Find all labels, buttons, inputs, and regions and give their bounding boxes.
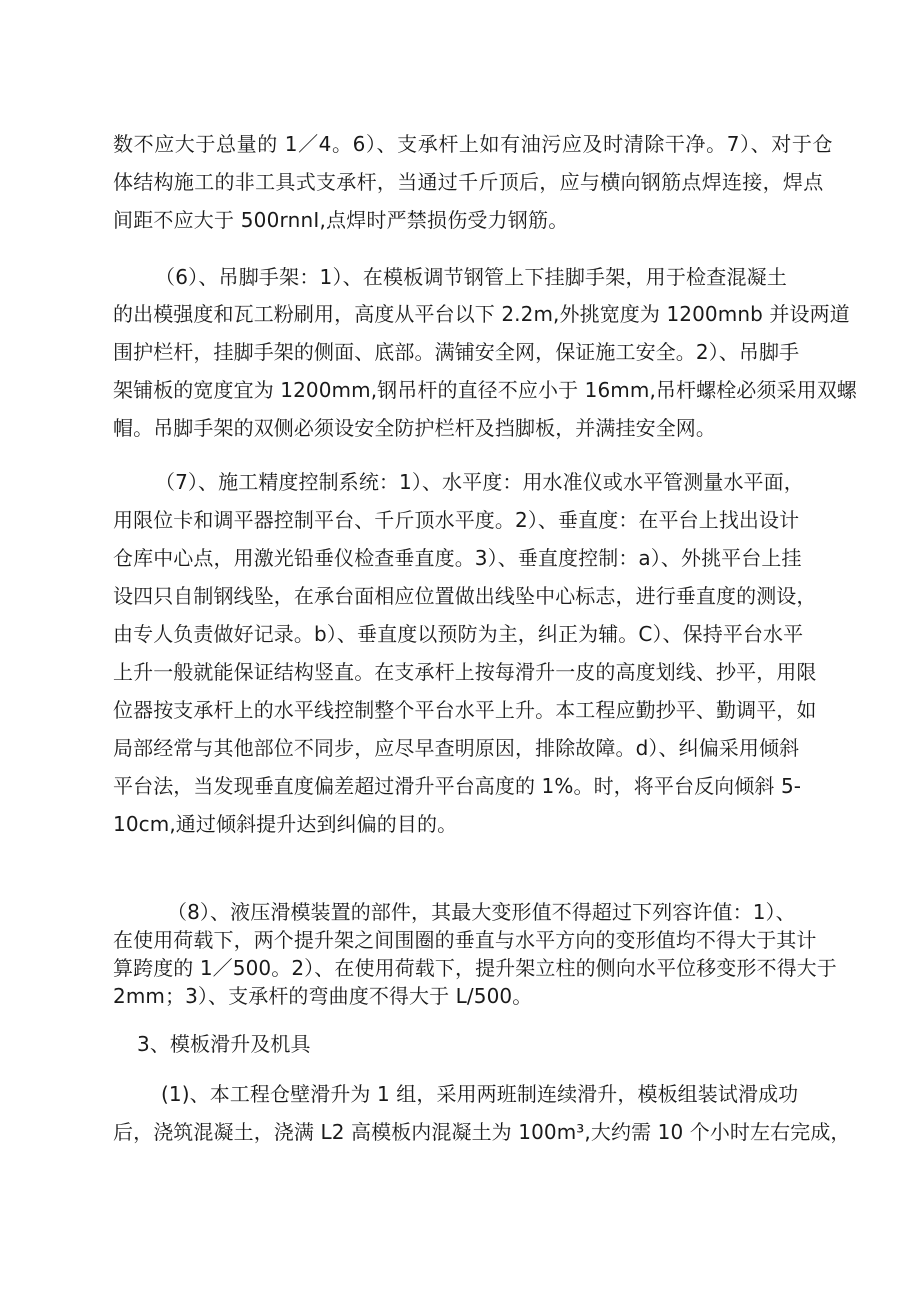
- paragraph-line: 帽。吊脚手架的双侧必须设安全防护栏杆及挡脚板，并满挂安全网。: [113, 416, 716, 440]
- paragraph-line: 的出模强度和瓦工粉刷用，高度从平台以下 2.2m,外挑宽度为 1200mnb 并设两道: [113, 302, 850, 326]
- paragraph-line: 2mm；3）、支承杆的弯曲度不得大于 L/500。: [113, 984, 533, 1008]
- paragraph-line: 位器按支承杆上的水平线控制整个平台水平上升。本工程应勤抄平、勤调平，如: [113, 698, 817, 722]
- paragraph-line: （8）、液压滑模装置的部件，其最大变形值不得超过下列容许值：1）、: [167, 900, 796, 924]
- paragraph-line: 由专人负责做好记录。b）、垂直度以预防为主，纠正为辅。C）、保持平台水平: [113, 622, 804, 646]
- paragraph-line: 数不应大于总量的 1／4。6）、支承杆上如有油污应及时清除干净。7）、对于仓: [113, 132, 834, 156]
- paragraph-line: 仓库中心点，用激光铅垂仪检查垂直度。3）、垂直度控制：a）、外挑平台上挂: [113, 546, 802, 570]
- paragraph-line: 10cm,通过倾斜提升达到纠偏的目的。: [113, 812, 458, 836]
- paragraph-line: 后，浇筑混凝土，浇满 L2 高模板内混凝土为 100m³,大约需 10 个小时左右完成，: [113, 1120, 851, 1144]
- paragraph-line: (1)、本工程仓壁滑升为 1 组，采用两班制连续滑升，模板组装试滑成功: [161, 1082, 799, 1106]
- paragraph-line: 局部经常与其他部位不同步，应尽早查明原因，排除故障。d）、纠偏采用倾斜: [113, 736, 800, 760]
- paragraph-line: 在使用荷载下，两个提升架之间围圈的垂直与水平方向的变形值均不得大于其计: [113, 928, 817, 952]
- paragraph-line: 架铺板的宽度宜为 1200mm,钢吊杆的直径不应小于 16mm,吊杆螺栓必须采用双螺: [113, 378, 857, 402]
- paragraph-line: （7）、施工精度控制系统：1）、水平度：用水准仪或水平管测量水平面，: [155, 470, 804, 494]
- paragraph-line: 平台法，当发现垂直度偏差超过滑升平台高度的 1%。时，将平台反向倾斜 5-: [113, 774, 802, 798]
- paragraph-line: 上升一般就能保证结构竖直。在支承杆上按每滑升一皮的高度划线、抄平，用限: [113, 660, 817, 684]
- paragraph-line: （6）、吊脚手架：1）、在模板调节钢管上下挂脚手架，用于检查混凝土: [155, 265, 788, 289]
- paragraph-line: 围护栏杆，挂脚手架的侧面、底部。满铺安全网，保证施工安全。2）、吊脚手: [113, 340, 800, 364]
- paragraph-line: 设四只自制钢线坠，在承台面相应位置做出线坠中心标志，进行垂直度的测设，: [113, 584, 817, 608]
- paragraph-line: 体结构施工的非工具式支承杆，当通过千斤顶后，应与横向钢筋点焊连接，焊点: [113, 170, 824, 194]
- paragraph-line: 间距不应大于 500rnnI,点焊时严禁损伤受力钢筋。: [113, 208, 569, 232]
- paragraph-line: 用限位卡和调平器控制平台、千斤顶水平度。2）、垂直度：在平台上找出设计: [113, 508, 800, 532]
- paragraph-line: 算跨度的 1／500。2）、在使用荷载下，提升架立柱的侧向水平位移变形不得大于: [113, 956, 837, 980]
- section-heading: 3、模板滑升及机具: [137, 1032, 311, 1056]
